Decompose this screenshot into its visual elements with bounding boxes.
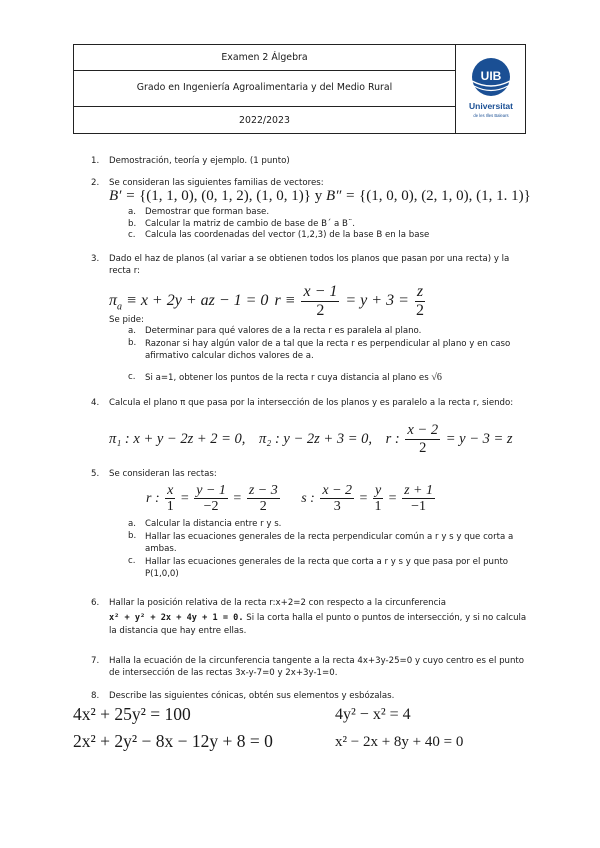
q5-s-num3: z + 1: [404, 482, 433, 498]
q5-r-num2: y − 1: [196, 482, 226, 498]
q3-a-text: Determinar para qué valores de a la recta r es paralela al plano.: [145, 326, 422, 336]
q5-r-den3: 2: [259, 498, 267, 514]
q8-conic-3: 2x² + 2y² − 8x − 12y + 8 = 0: [73, 731, 273, 751]
q2-b-text: Calcular la matriz de cambio de base de B´ a B¨.: [145, 219, 355, 229]
q7-text: Halla la ecuación de la circunferencia tangente a la recta 4x+3y-25=0 y cuyo centro es el punto de intersección de las rectas 3x-y-7=0 y 2x+3y-1=0.: [109, 656, 525, 679]
q3-line-den2: 2: [415, 301, 424, 319]
q8-conic-2: 4y² − x² = 4: [335, 706, 411, 723]
q3-c-text: Si a=1, obtener los puntos de la recta r cuya distancia al plano es: [145, 373, 432, 383]
q4-line-num: x − 2: [407, 421, 439, 438]
q4-line-den: 2: [419, 439, 427, 456]
q5-r-num3: z − 3: [248, 482, 278, 498]
q2-b-label: b.: [128, 219, 137, 229]
q5-c-text: Hallar las ecuaciones generales de la recta que corta a r y s y que pasa por el punto P(1,0,0): [145, 557, 509, 580]
academic-year: 2022/2023: [239, 115, 290, 126]
q1-number: 1.: [91, 156, 100, 166]
q5-eq1: =: [177, 491, 193, 506]
q2-c-label: c.: [128, 230, 136, 240]
q3-line-num2: z: [416, 283, 424, 300]
q6-text: Hallar la posición relativa de la recta r:x+2=2 con respecto a la circunferencia: [109, 598, 447, 608]
q5-number: 5.: [91, 469, 100, 479]
q6-text2: Si la corta halla el punto o puntos de intersección, y si no calcula la distancia que hay entre ellas.: [109, 613, 527, 636]
q5-b-label: b.: [128, 531, 137, 541]
q3-c-label: c.: [128, 372, 136, 382]
q3-line-mid: = y + 3 =: [341, 292, 413, 310]
q5-s-lhs: s :: [301, 491, 319, 506]
q5-s-frac1: [320, 483, 354, 515]
q3-plane-pi: π: [109, 292, 118, 310]
q6-circle-equation: x² + y² + 2x + 4y + 1 = 0.: [109, 613, 244, 623]
q5-equations: [146, 480, 437, 518]
q2-a-text: Demostrar que forman base.: [145, 207, 270, 217]
q5-a-label: a.: [128, 519, 136, 529]
q5-a-text: Calcular la distancia entre r y s.: [145, 519, 282, 529]
q2-a-label: a.: [128, 207, 136, 217]
logo-caption: Universitat: [469, 101, 513, 111]
q3-plane-sub: a: [117, 301, 123, 313]
q5-r-frac1: [165, 483, 175, 515]
q8-text: Describe las siguientes cónicas, obtén sus elementos y esbózalas.: [109, 691, 395, 701]
q4-number: 4.: [91, 398, 100, 408]
q4-line-frac: [405, 423, 440, 457]
q4-plane1: π₁ : x + y − 2z + 2 = 0,: [109, 431, 246, 447]
q6-number: 6.: [91, 598, 100, 608]
header-divider: [455, 45, 456, 133]
q5-r-lhs: r :: [146, 491, 164, 506]
q5-s-num2: y: [374, 482, 382, 498]
q5-r-den1: 1: [166, 498, 174, 514]
q8-conic-1: 4x² + 25y² = 100: [73, 704, 191, 724]
q5-s-num1: x − 2: [322, 482, 353, 498]
q3-number: 3.: [91, 254, 100, 264]
q3-plane-rhs: ≡ x + 2y + az − 1 = 0: [122, 292, 269, 310]
q2-connector: y: [310, 188, 326, 204]
logo-subcaption: de les Illes Balears: [473, 113, 509, 118]
q4-text: Calcula el plano π que pasa por la intersección de los planos y es paralelo a la recta r, siendo:: [109, 398, 514, 408]
q5-eq4: =: [385, 491, 401, 506]
q2-c-text: Calcula las coordenadas del vector (1,2,3) de la base B en la base: [145, 230, 430, 240]
degree-name: Grado en Ingeniería Agroalimentaria y del Medio Rural: [74, 71, 455, 107]
q3-b-label: b.: [128, 338, 137, 348]
university-logo: [460, 53, 522, 127]
q5-s-frac2: [373, 483, 383, 515]
q5-s-frac3: [402, 483, 435, 515]
q6-text-line2: [109, 612, 527, 637]
q5-s-den1: 3: [333, 498, 341, 514]
q5-r-frac3: [247, 483, 280, 515]
q3-se-pide: Se pide:: [109, 315, 144, 325]
q5-s-den3: −1: [411, 498, 426, 514]
logo-initials: UIB: [480, 69, 502, 83]
q3-text: Dado el haz de planos (al variar a se obtienen todos los planos que pasan por una recta) y la recta r:: [109, 254, 510, 277]
q5-r-num1: x: [167, 482, 174, 498]
q2-number: 2.: [91, 178, 100, 188]
q2-b1-set: {(1, 1, 0), (0, 1, 2), (1, 0, 1)}: [139, 188, 311, 204]
q5-b-text: Hallar las ecuaciones generales de la recta perpendicular común a r y s y que corta a ambas.: [145, 532, 514, 555]
q2-b2-lhs: B″ =: [325, 188, 359, 204]
q5-s-den2: 1: [374, 498, 382, 514]
q7-number: 7.: [91, 656, 100, 666]
q8-conic-4: x² − 2x + 8y + 40 = 0: [335, 734, 464, 750]
q5-r-den2: −2: [203, 498, 219, 514]
q2-bases-equation: [109, 188, 531, 205]
q3-a-label: a.: [128, 326, 136, 336]
exam-title: Examen 2 Álgebra: [74, 45, 455, 71]
uib-logo-icon: [460, 53, 522, 127]
q5-eq3: =: [356, 491, 371, 506]
q2-b1-lhs: B′ =: [109, 188, 140, 204]
q3-line-num1: x − 1: [303, 283, 338, 300]
q5-eq2: =: [229, 491, 245, 506]
q4-line-lhs: r :: [385, 431, 404, 447]
q3-b-text: Razonar si hay algún valor de a tal que la recta r es perpendicular al plano y en caso afirmativo calcular dichos valores de a.: [145, 339, 511, 362]
exam-header: [73, 44, 526, 134]
q3-c-root: √6: [431, 372, 442, 383]
q5-c-label: c.: [128, 556, 136, 566]
q4-equations: [109, 421, 513, 457]
q3-c-line: [145, 372, 525, 385]
q8-number: 8.: [91, 691, 100, 701]
q4-line-rhs: = y − 3 = z: [442, 431, 513, 447]
q1-text: Demostración, teoría y ejemplo. (1 punto): [109, 156, 290, 166]
q3-line-lhs: r ≡: [274, 292, 300, 310]
q3-line-den1: 2: [316, 301, 325, 319]
q2-b2-set: {(1, 0, 0), (2, 1, 0), (1, 1. 1)}: [359, 188, 531, 204]
q5-r-frac2: [194, 483, 228, 515]
q2-text: Se consideran las siguientes familias de vectores:: [109, 178, 324, 188]
q4-plane2: π₂ : y − 2z + 3 = 0,: [259, 431, 372, 447]
q5-text: Se consideran las rectas:: [109, 469, 217, 479]
